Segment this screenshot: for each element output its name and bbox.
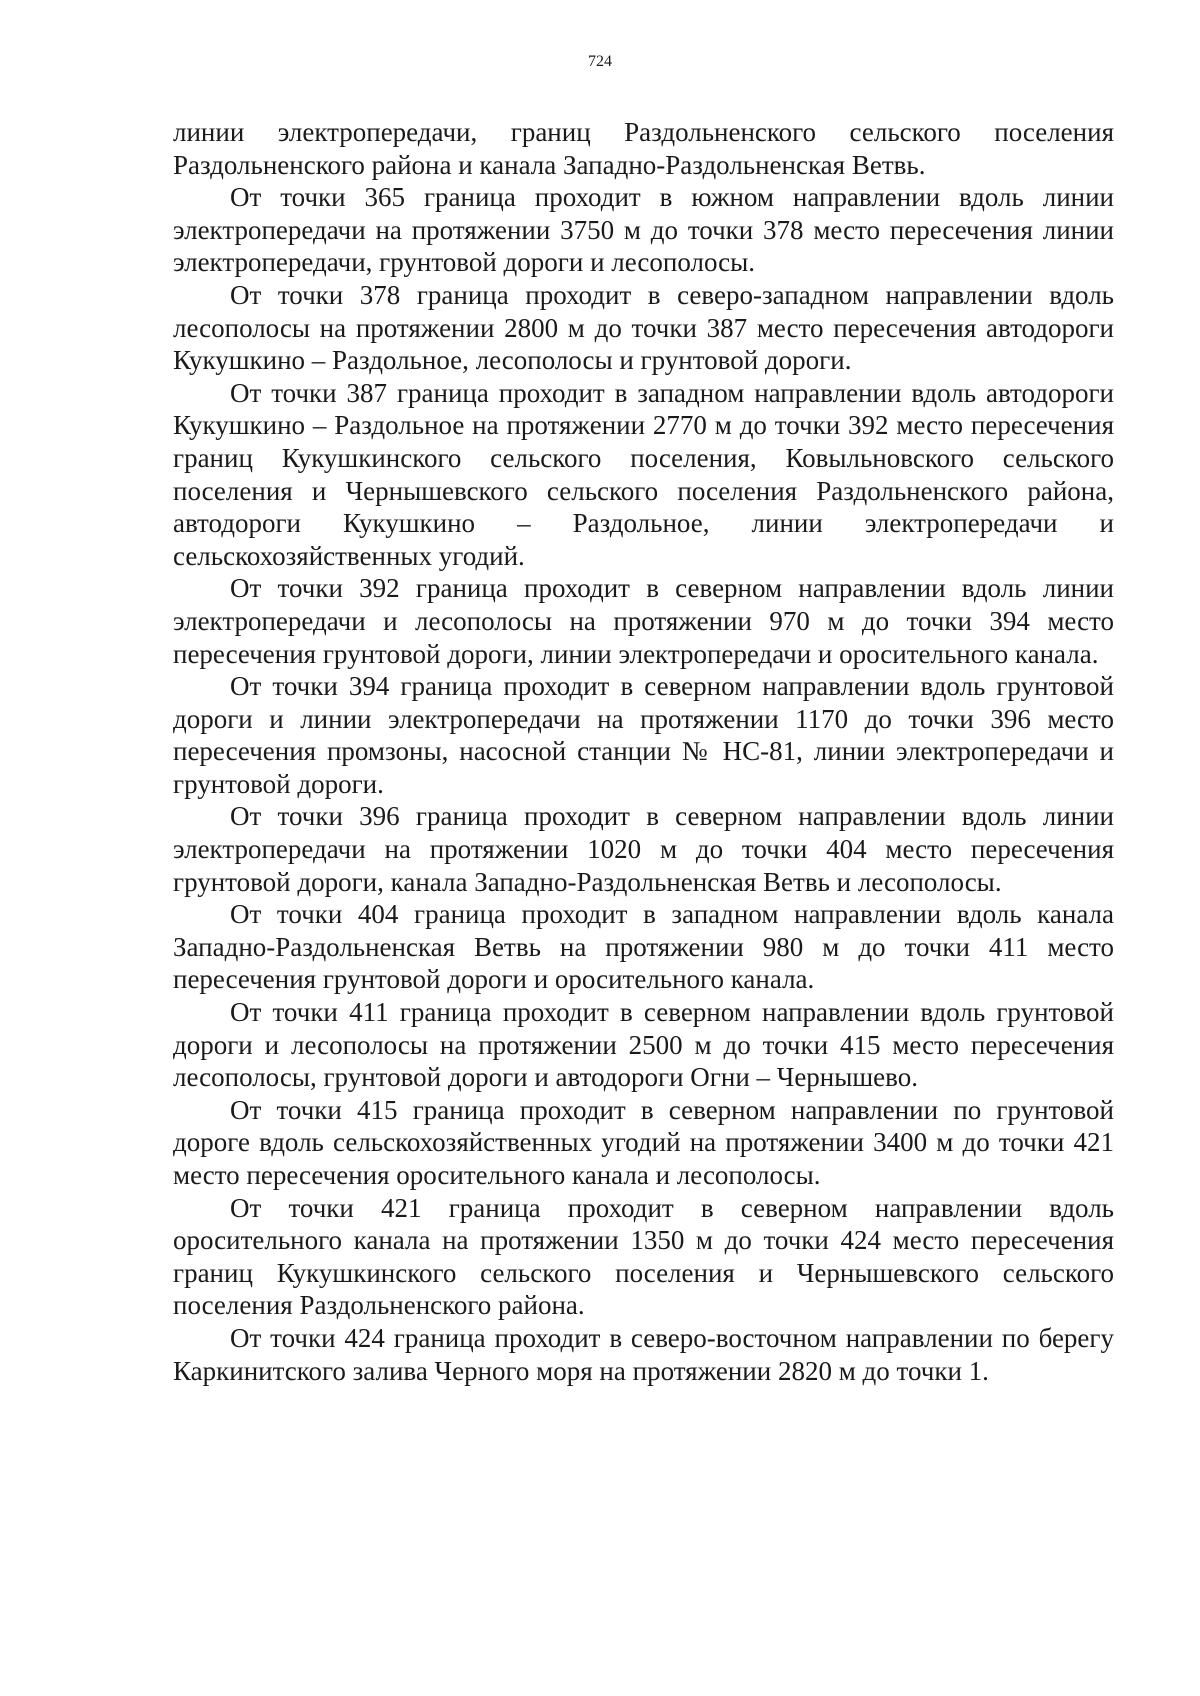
paragraph-point-404: От точки 404 граница проходит в западном направлении вдоль канала Западно-Раздольненская Ветвь на протяжении 980 м до точки 411 место пересечения грунтовой дороги и оросительного канала. <box>173 899 1114 995</box>
paragraph-point-394: От точки 394 граница проходит в северном направлении вдоль грунтовой дороги и линии электропередачи на протяжении 1170 до точки 396 место пересечения промзоны, насосной станции № НС-81, линии электропередачи и грунтовой дороги. <box>173 671 1114 799</box>
paragraph-point-411: От точки 411 граница проходит в северном направлении вдоль грунтовой дороги и лесополосы на протяжении 2500 м до точки 415 место пересечения лесополосы, грунтовой дороги и автодороги Огни – Чернышево. <box>173 997 1114 1093</box>
paragraph-continuation: линии электропередачи, границ Раздольненского сельского поселения Раздольненского района и канала Западно-Раздольненская Ветвь. <box>173 117 1114 180</box>
paragraph-point-378: От точки 378 граница проходит в северо-западном направлении вдоль лесополосы на протяжении 2800 м до точки 387 место пересечения автодороги Кукушкино – Раздольное, лесополосы и грунтовой дороги. <box>173 279 1114 376</box>
paragraph-point-415: От точки 415 граница проходит в северном направлении по грунтовой дороге вдоль сельскохозяйственных угодий на протяжении 3400 м до точки 421 место пересечения оросительного канала и лесополосы. <box>173 1094 1114 1190</box>
paragraph-point-396: От точки 396 граница проходит в северном направлении вдоль линии электропередачи на протяжении 1020 м до точки 404 место пересечения грунтовой дороги, канала Западно-Раздольненская Ветвь и лесополосы. <box>173 801 1114 897</box>
paragraph-point-424: От точки 424 граница проходит в северо-восточном направлении по берегу Каркинитского залива Черного моря на протяжении 2820 м до точки 1. <box>173 1322 1114 1386</box>
paragraph-point-387: От точки 387 граница проходит в западном направлении вдоль автодороги Кукушкино – Раздольное на протяжении 2770 м до точки 392 место пересечения границ Кукушкинского сельского поселения, Ковыльновского сельского поселения и Чернышевского сельского поселения Раздольненского района, автодороги Кукушкино – Раздольное, линии электропередачи и сельскохозяйственных угодий. <box>173 377 1114 571</box>
paragraph-point-392: От точки 392 граница проходит в северном направлении вдоль линии электропередачи и лесополосы на протяжении 970 м до точки 394 место пересечения грунтовой дороги, линии электропередачи и оросительного канала. <box>173 573 1114 669</box>
paragraph-point-421: От точки 421 граница проходит в северном направлении вдоль оросительного канала на протяжении 1350 м до точки 424 место пересечения границ Кукушкинского сельского поселения и Чернышевского сельского поселения Раздольненского района. <box>173 1192 1114 1321</box>
page-number: 724 <box>588 53 612 70</box>
paragraph-point-365: От точки 365 граница проходит в южном направлении вдоль линии электропередачи на протяжении 3750 м до точки 378 место пересечения линии электропередачи, грунтовой дороги и лесополосы. <box>173 182 1114 278</box>
document-body <box>173 116 1114 1387</box>
